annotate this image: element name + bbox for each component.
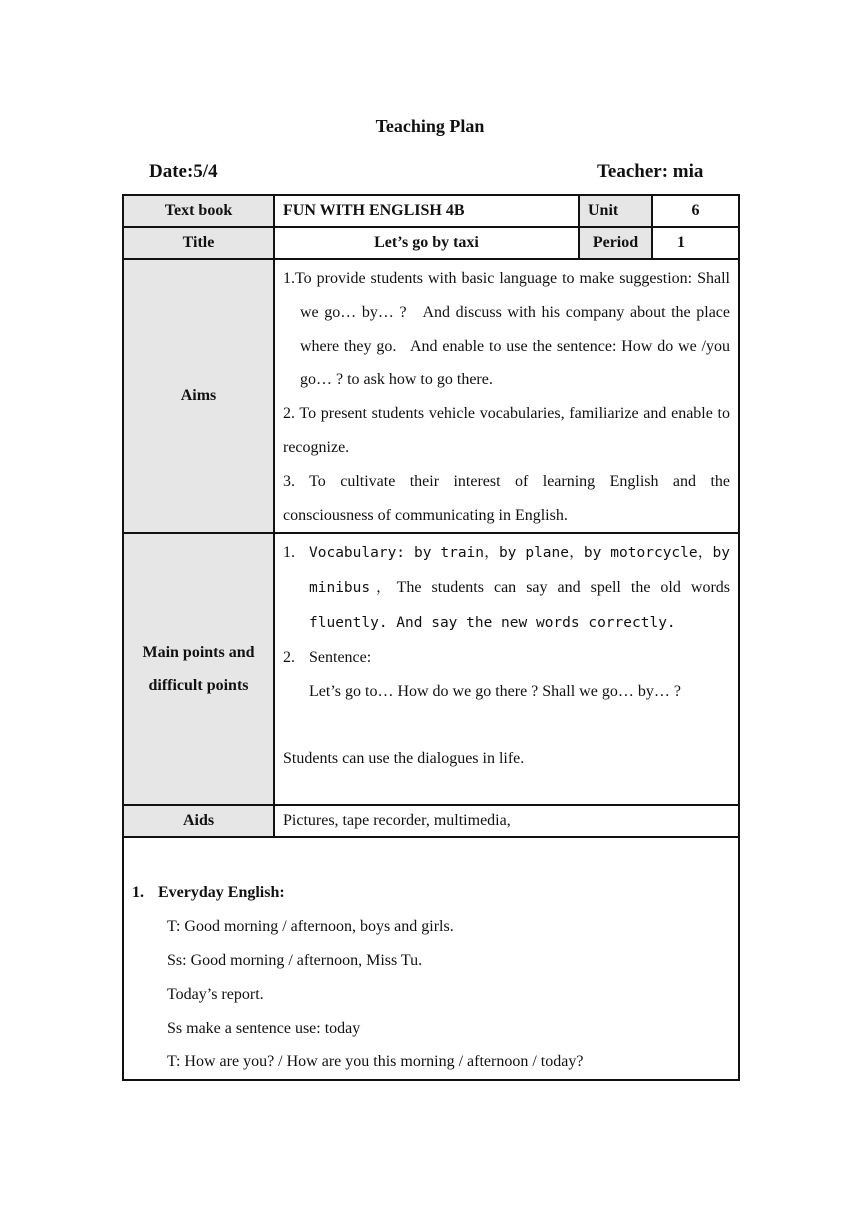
procedure-line: Ss: Good morning / afternoon, Miss Tu. [167, 951, 423, 969]
aim-item: 2. To present students vehicle vocabularies, familiarize and enable to recognize. [283, 405, 730, 456]
procedure-content [123, 837, 739, 1080]
vocabulary-text-end: fluently. And say the new words correctly. [309, 614, 676, 631]
main-points-row [123, 533, 739, 805]
sentence-number: 2. [283, 648, 295, 666]
students-line: Students can use the dialogues in life. [283, 750, 525, 768]
vocabulary-number: 1. [283, 544, 295, 562]
textbook-label: Text book [123, 195, 274, 227]
procedure-line: Ss make a sentence use: today [167, 1019, 361, 1037]
aids-value: Pictures, tape recorder, multimedia, [274, 805, 739, 837]
procedure-line: T: How are you? / How are you this morning / afternoon / today? [167, 1053, 584, 1071]
aim-item: 1.To provide students with basic language to make suggestion: Shall we go… by… ? And discuss with his company about the place where they go. And enable to use the sentence: How do we /you go… ? to ask how to go there. [283, 270, 730, 389]
title-value: Let’s go by taxi [274, 227, 579, 259]
aims-content [274, 259, 739, 533]
main-points-label-line: difficult points [148, 677, 249, 695]
sentence-item [283, 641, 730, 675]
procedure-heading-text: Everyday English: [158, 884, 285, 902]
aims-row [123, 259, 739, 533]
textbook-row [123, 195, 739, 227]
vocabulary-text-serif: The students can say and spell the old words [396, 579, 731, 597]
vocabulary-item [283, 536, 730, 640]
procedure-line: Today’s report. [167, 985, 264, 1003]
teacher-label: Teacher: mia [597, 161, 704, 182]
main-points-label [123, 533, 274, 805]
period-label: Period [579, 227, 652, 259]
sentence-text: Let’s go to… How do we go there ? Shall we go… by… ? [309, 682, 681, 700]
title-label: Title [123, 227, 274, 259]
aims-label: Aims [123, 259, 274, 533]
vocabulary-text: Vocabulary: by train，by plane，by motorcycle，by minibus， [309, 545, 730, 597]
title-row [123, 227, 739, 259]
period-value: 1 [652, 227, 739, 259]
aids-row [123, 805, 739, 837]
procedure-heading-number: 1. [132, 884, 144, 902]
procedure-row [123, 837, 739, 1080]
unit-value: 6 [652, 195, 739, 227]
procedure-line: T: Good morning / afternoon, boys and girls. [167, 918, 454, 936]
aim-item: 3. To cultivate their interest of learning English and the consciousness of communicating in English. [283, 472, 730, 524]
teaching-plan-table [122, 194, 740, 1081]
textbook-value: FUN WITH ENGLISH 4B [274, 195, 579, 227]
procedure-heading [132, 876, 730, 910]
page-title: Teaching Plan [375, 116, 485, 136]
main-points-content [274, 533, 739, 805]
main-points-label-line: Main points and [142, 643, 255, 661]
unit-label: Unit [579, 195, 652, 227]
date-label: Date:5/4 [149, 161, 218, 182]
aids-label: Aids [123, 805, 274, 837]
sentence-label: Sentence: [309, 648, 372, 666]
